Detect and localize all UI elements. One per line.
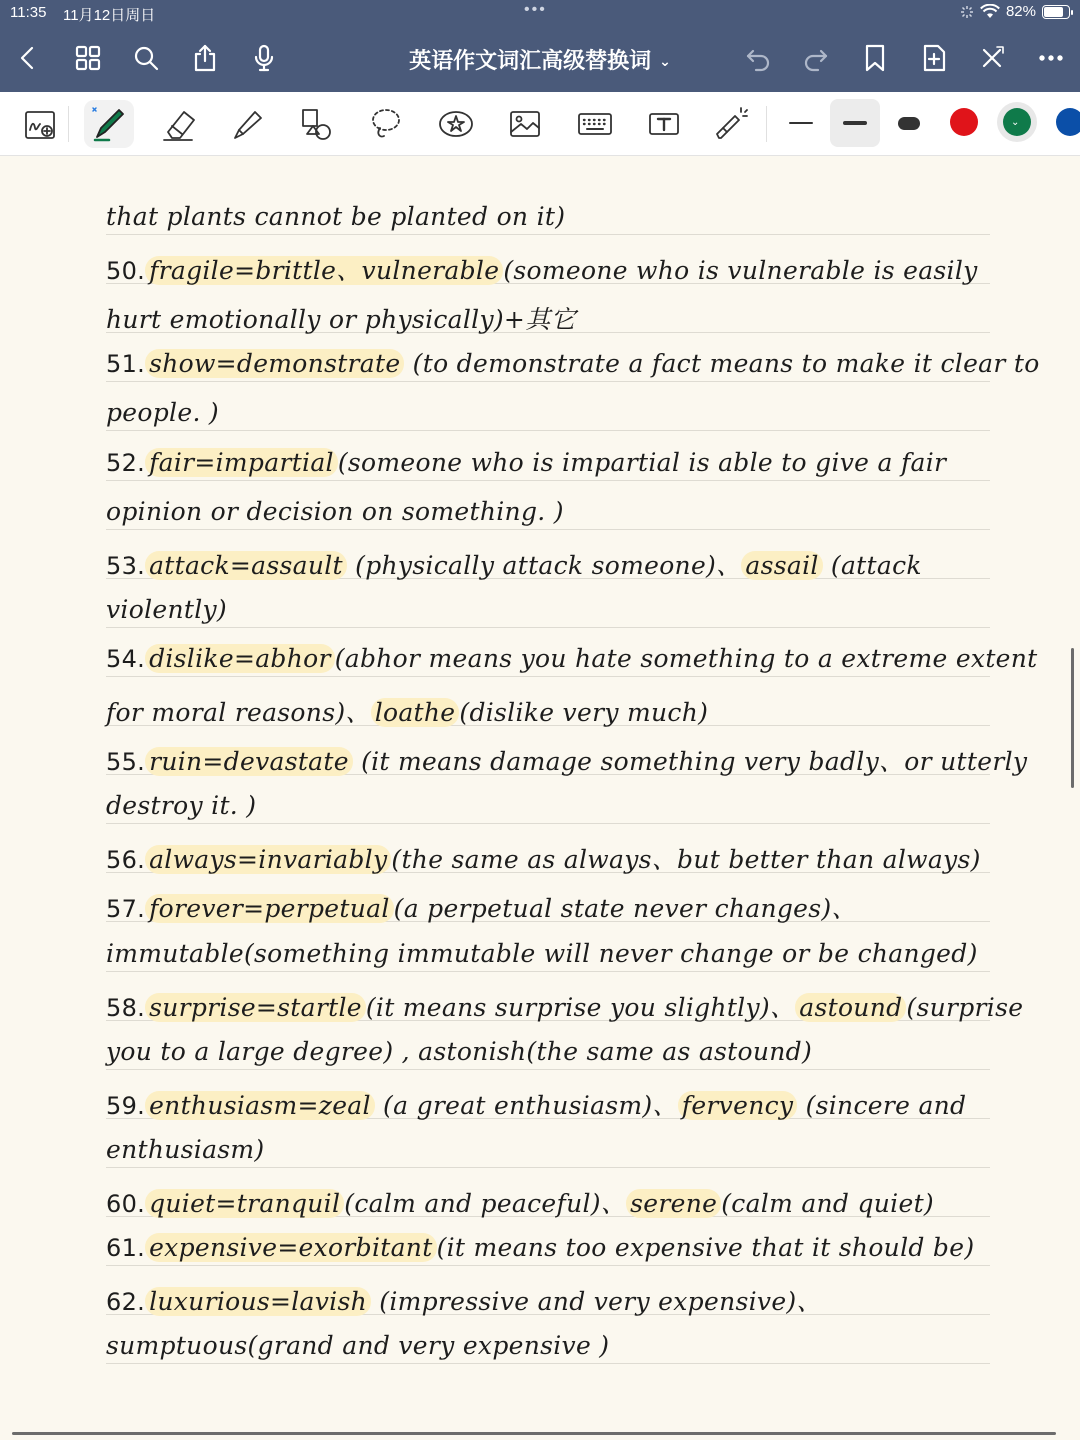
highlighted-word: serene [626,1189,721,1218]
highlighted-word: always=invariably [145,845,391,874]
item-number: 55. [106,748,146,777]
highlighted-word: surprise=startle [145,993,366,1022]
toolbar-divider [766,106,767,142]
highlighted-word: assail [741,551,822,580]
note-line[interactable] [106,251,978,287]
note-text: (attack [822,550,922,580]
note-text: (calm and quiet) [721,1189,934,1218]
note-line[interactable] [106,300,576,336]
keyboard-icon[interactable] [570,100,620,148]
lasso-icon[interactable] [361,100,411,148]
status-bar [0,0,1080,26]
note-text: violently) [106,594,227,624]
loading-icon [960,5,974,19]
note-text: enthusiasm) [106,1134,265,1164]
home-indicator[interactable] [12,1432,1056,1435]
item-number: 52. [106,448,146,477]
note-line[interactable] [106,939,978,968]
note-text: (to demonstrate a fact means to make it clear to [404,349,1040,379]
highlighter-icon[interactable] [222,100,272,148]
ruled-line [106,234,990,235]
note-line[interactable] [106,693,708,729]
note-text: (impressive and very expensive)、 [371,1287,822,1317]
image-icon[interactable] [500,100,550,148]
highlighted-word: luxurious=lavish [145,1287,371,1316]
note-text: (a great enthusiasm)、 [374,1090,678,1120]
highlighted-word: fervency [678,1091,798,1120]
note-line[interactable] [106,349,1040,378]
note-text: you to a large degree) , astonish(the same as astound) [106,1036,813,1066]
note-text: (someone who is impartial is able to give a fair [337,447,947,477]
note-text: (the same as always、but better than always) [391,845,981,875]
document-title-text: 英语作文词汇高级替换词 [409,49,652,74]
share-icon[interactable] [187,40,223,76]
note-text: opinion or decision on something. ) [106,496,564,526]
nav-bar [0,26,1080,92]
note-text: sumptuous(grand and very expensive ) [106,1331,610,1361]
note-line[interactable] [106,1184,934,1220]
thick-stroke-icon [898,117,920,130]
highlighted-word: enthusiasm=zeal [145,1091,375,1120]
note-line[interactable] [106,202,565,231]
microphone-icon[interactable] [246,40,282,76]
item-number: 58. [106,993,146,1022]
item-number: 51. [106,350,146,379]
note-line[interactable] [106,1086,966,1122]
note-text: for moral reasons)、 [106,698,371,727]
note-line[interactable] [106,448,946,477]
note-line[interactable] [106,1233,974,1262]
note-line[interactable] [106,1135,264,1164]
note-line[interactable] [106,1282,822,1318]
ruled-line [106,480,990,481]
thin-stroke-icon [789,122,813,124]
battery-percent: 82% [1005,3,1036,20]
status-time: 11:35 [10,4,47,21]
ruled-line [106,381,990,382]
ruled-line [106,1069,990,1070]
ruled-line [106,1363,990,1364]
highlighted-word: fair=impartial [145,448,338,477]
color-red-swatch[interactable] [950,108,978,136]
medium-stroke-option[interactable] [830,99,880,147]
note-text: (physically attack someone)、 [346,550,742,580]
item-number: 60. [106,1190,146,1218]
grid-view-icon[interactable] [70,40,106,76]
note-text: immutable(something immutable will never change or be changed) [106,938,978,968]
toolbar-divider [68,106,69,142]
multitasking-dots-icon[interactable]: ••• [524,1,547,18]
bookmark-icon[interactable] [857,40,893,76]
note-line[interactable] [106,1037,812,1066]
item-number: 50. [106,257,146,286]
note-text: (surprise [906,992,1024,1022]
highlighted-word: loathe [371,698,460,727]
note-line[interactable] [106,791,256,820]
scroll-indicator[interactable] [1071,648,1074,788]
note-text: hurt emotionally or physically)+其它 [106,305,576,335]
highlighted-word: show=demonstrate [145,349,404,378]
note-text: (sincere and [797,1090,967,1120]
note-text: that plants cannot be planted on it) [106,202,566,231]
handwriting-convert-icon[interactable] [15,100,65,148]
note-text: destroy it. ) [106,791,257,821]
note-line[interactable] [106,742,1027,778]
item-number: 54. [106,644,146,673]
highlighted-word: attack=assault [145,551,347,580]
ruled-line [106,529,990,530]
pen-tool-icon[interactable] [84,100,134,148]
note-text: people. ) [106,398,219,428]
close-tools-icon[interactable] [974,40,1010,76]
highlighted-word: quiet=tranquil [145,1189,344,1218]
shapes-icon[interactable] [292,100,342,148]
item-number: 56. [106,846,146,875]
ruled-line [106,971,990,972]
note-text: (it means surprise you slightly)、 [365,992,796,1022]
note-line[interactable] [106,1331,609,1360]
laser-pointer-icon[interactable] [706,100,756,148]
highlighted-word: expensive=exorbitant [145,1233,436,1262]
note-text: (calm and peaceful)、 [344,1189,627,1218]
color-blue-swatch[interactable] [1056,108,1080,136]
note-text: (someone who is vulnerable is easily [503,256,978,286]
thin-stroke-option[interactable] [776,99,826,147]
note-text: (a perpetual state never changes)、 [393,894,857,924]
ruled-line [106,430,990,431]
add-page-icon[interactable] [916,40,952,76]
ruled-line [106,627,990,628]
note-line[interactable] [106,398,219,427]
highlighted-word: forever=perpetual [145,894,394,923]
note-line[interactable] [106,497,564,526]
battery-fill [1044,7,1063,17]
sticker-icon[interactable] [431,100,481,148]
note-text: (it means too expensive that it should be) [436,1233,975,1263]
item-number: 53. [106,551,146,580]
highlighted-word: fragile=brittle、vulnerable [145,256,503,285]
item-number: 59. [106,1091,146,1120]
back-icon[interactable] [10,40,46,76]
redo-icon[interactable] [798,40,834,76]
ruled-line [106,676,990,677]
more-options-icon[interactable] [1033,40,1069,76]
item-number: 57. [106,895,146,924]
search-icon[interactable] [128,40,164,76]
document-title[interactable] [380,44,700,75]
chevron-down-icon: ⌄ [659,54,671,70]
color-green-swatch-selected[interactable] [997,102,1037,142]
note-text: (dislike very much) [459,698,709,727]
ruled-line [106,1265,990,1266]
status-right [960,3,1070,20]
highlighted-word: astound [795,993,906,1022]
medium-stroke-icon [843,121,867,125]
note-line[interactable] [106,840,981,876]
wifi-icon [980,4,1000,19]
chevron-down-icon: ⌄ [1011,117,1020,128]
note-line[interactable] [106,644,1038,673]
item-number: 61. [106,1234,146,1263]
note-text: (abhor means you hate something to a extreme extent [334,643,1038,673]
item-number: 62. [106,1288,146,1317]
note-line[interactable] [106,546,922,582]
note-line[interactable] [106,988,1023,1024]
ruled-line [106,823,990,824]
thick-stroke-option[interactable] [884,99,934,147]
note-line[interactable] [106,595,227,624]
battery-icon [1042,5,1070,19]
text-box-icon[interactable] [639,100,689,148]
ruled-line [106,1167,990,1168]
note-text: (it means damage something very badly、or utterly [352,747,1028,777]
highlighted-word: ruin=devastate [145,747,353,776]
eraser-icon[interactable] [153,100,203,148]
undo-icon[interactable] [740,40,776,76]
note-line[interactable] [106,889,857,925]
status-date: 11月12日周日 [63,7,156,24]
highlighted-word: dislike=abhor [145,644,335,673]
